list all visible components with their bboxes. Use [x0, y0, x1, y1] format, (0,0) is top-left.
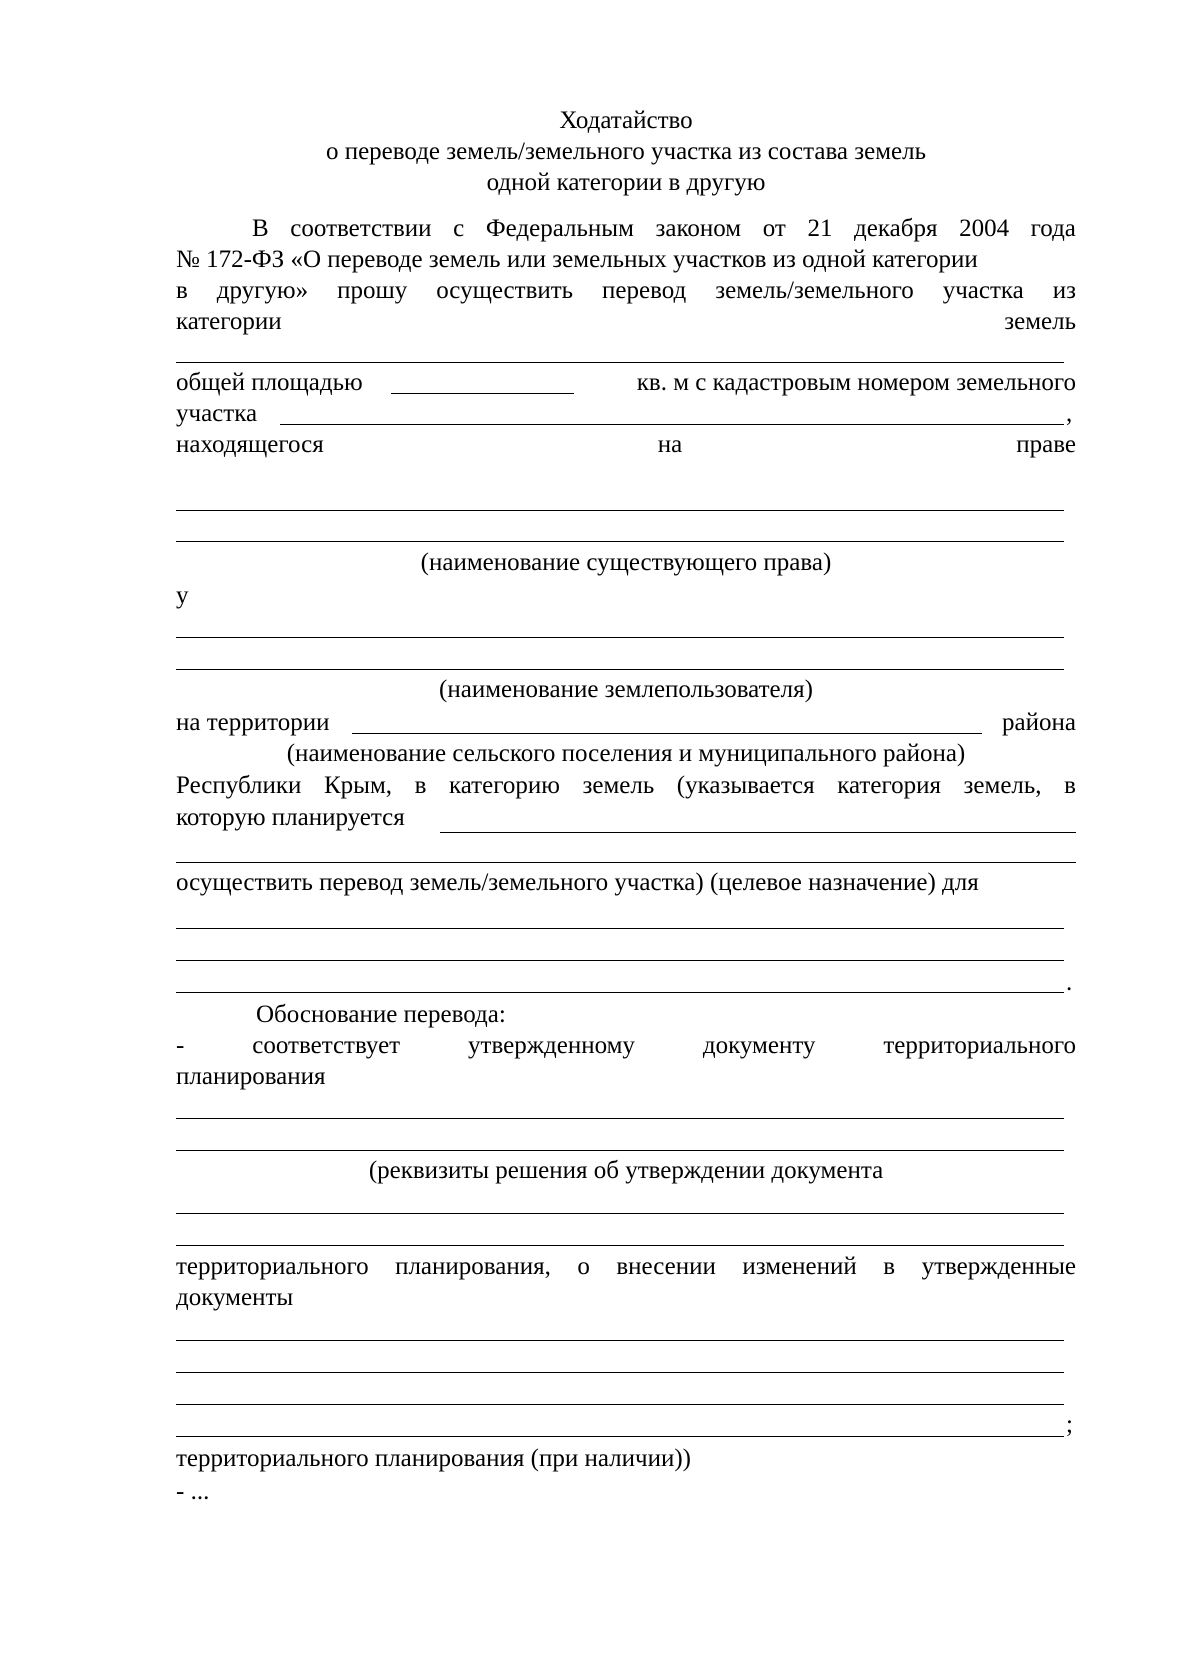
- category-word: категорию: [448, 772, 560, 799]
- requisites-fill-line-2[interactable]: [176, 1150, 1064, 1151]
- justification-line1: [176, 1031, 1076, 1061]
- located-word: на: [657, 431, 683, 458]
- justification-line4: документы: [176, 1284, 294, 1311]
- justification-heading: Обоснование перевода:: [256, 1001, 506, 1028]
- intro-line1: [252, 214, 1076, 244]
- intro-word: от: [762, 215, 786, 242]
- requisites-fill-line-1[interactable]: [176, 1118, 1064, 1119]
- user-fill-line-2[interactable]: [176, 669, 1064, 670]
- category-word: Республики: [176, 772, 302, 799]
- justification-word: утвержденные: [921, 1253, 1076, 1280]
- right-fill-line-2[interactable]: [176, 541, 1064, 542]
- justification-word: планирования,: [395, 1253, 551, 1280]
- parcel-label: участка: [176, 400, 258, 427]
- category-word: в: [414, 772, 427, 799]
- area-fill-line[interactable]: [391, 393, 574, 394]
- justification-word: утвержденному: [468, 1032, 635, 1059]
- planned-category-fill-line[interactable]: [440, 832, 1076, 833]
- purpose-fill-line-1[interactable]: [176, 928, 1064, 929]
- intro-word: из: [1052, 277, 1076, 304]
- category-label: категории: [176, 308, 282, 335]
- justification-line3: [176, 1252, 1076, 1282]
- justification-word: территориального: [883, 1032, 1076, 1059]
- territory-label: на территории: [176, 709, 330, 736]
- justification-word: внесении: [616, 1253, 716, 1280]
- user-name-caption: (наименование землепользователя): [439, 676, 813, 703]
- category-word: Крым,: [323, 772, 393, 799]
- category-word: земель: [582, 772, 655, 799]
- intro-word: года: [1030, 215, 1076, 242]
- intro-word: декабря: [854, 215, 938, 242]
- justification-word: изменений: [742, 1253, 857, 1280]
- intro-word: другую»: [216, 277, 309, 304]
- justification-word: о: [577, 1253, 590, 1280]
- requisites-caption: (реквизиты решения об утверждении документа: [368, 1157, 884, 1184]
- intro-line2: № 172-ФЗ «О переводе земель или земельных участков из одной категории: [176, 246, 978, 273]
- purpose-fill-line-3[interactable]: [176, 992, 1064, 993]
- district-label: района: [1002, 709, 1076, 736]
- requisites-fill-line-3[interactable]: [176, 1213, 1064, 1214]
- amendments-fill-line-4[interactable]: [176, 1436, 1064, 1437]
- justification-line5: территориального планирования (при наличии)): [176, 1445, 691, 1472]
- planned-label: которую планируется: [176, 804, 405, 831]
- cadastral-number-fill-line[interactable]: [280, 424, 1064, 425]
- transfer-purpose-line: осуществить перевод земель/земельного участка) (целевое назначение) для: [176, 869, 979, 896]
- category-word: в: [1064, 772, 1076, 799]
- category-word: категория: [837, 772, 941, 799]
- intro-word: участка: [942, 277, 1024, 304]
- planned-category-fill-line-2[interactable]: [176, 862, 1076, 863]
- intro-word: в: [176, 277, 188, 304]
- document-subtitle-line1: о переводе земель/земельного участка из состава земель: [325, 138, 927, 165]
- intro-word: прошу: [337, 277, 408, 304]
- justification-word: документу: [702, 1032, 816, 1059]
- territory-fill-line[interactable]: [352, 733, 982, 734]
- intro-word: осуществить: [436, 277, 574, 304]
- intro-word: Федеральным: [485, 215, 634, 242]
- purpose-period: .: [1066, 969, 1073, 996]
- requisites-fill-line-4[interactable]: [176, 1245, 1064, 1246]
- amendments-fill-line-2[interactable]: [176, 1372, 1064, 1373]
- document-title: Ходатайство: [559, 107, 693, 134]
- intro-word: 21: [807, 215, 833, 242]
- intro-line4: [176, 307, 1076, 337]
- amendments-fill-line-3[interactable]: [176, 1404, 1064, 1405]
- intro-line3: [176, 276, 1076, 306]
- amendments-semicolon: ;: [1066, 1411, 1073, 1438]
- category-line1: [176, 771, 1076, 801]
- justification-word: соответствует: [252, 1032, 401, 1059]
- located-word: находящегося: [176, 431, 324, 458]
- user-prefix: у: [176, 582, 189, 609]
- justification-word: в: [883, 1253, 896, 1280]
- parcel-comma: ,: [1066, 400, 1073, 427]
- ellipsis-item: - ...: [176, 1478, 210, 1505]
- category-fill-line[interactable]: [176, 362, 1064, 363]
- justification-word: территориального: [176, 1253, 369, 1280]
- document-subtitle-line2: одной категории в другую: [486, 169, 766, 196]
- purpose-fill-line-2[interactable]: [176, 960, 1064, 961]
- category-word: земель,: [963, 772, 1042, 799]
- intro-word: законом: [655, 215, 742, 242]
- intro-word: 2004: [959, 215, 1010, 242]
- located-line: [176, 430, 1076, 460]
- justification-word: -: [176, 1032, 185, 1059]
- lands-label: земель: [1004, 308, 1076, 335]
- intro-word: земель/земельного: [715, 277, 914, 304]
- right-name-caption: (наименование существующего права): [420, 549, 832, 576]
- amendments-fill-line-1[interactable]: [176, 1340, 1064, 1341]
- settlement-caption: (наименование сельского поселения и муниципального района): [286, 740, 966, 767]
- justification-line2: планирования: [176, 1063, 326, 1090]
- user-fill-line-1[interactable]: [176, 637, 1064, 638]
- category-word: (указывается: [676, 772, 815, 799]
- intro-word: перевод: [602, 277, 687, 304]
- located-word: праве: [1016, 431, 1076, 458]
- intro-word: В: [252, 215, 269, 242]
- intro-word: соответствии: [290, 215, 432, 242]
- area-label: общей площадью: [176, 369, 363, 396]
- right-fill-line-1[interactable]: [176, 510, 1064, 511]
- cadastral-label: кв. м с кадастровым номером земельного: [636, 369, 1076, 396]
- intro-word: с: [453, 215, 465, 242]
